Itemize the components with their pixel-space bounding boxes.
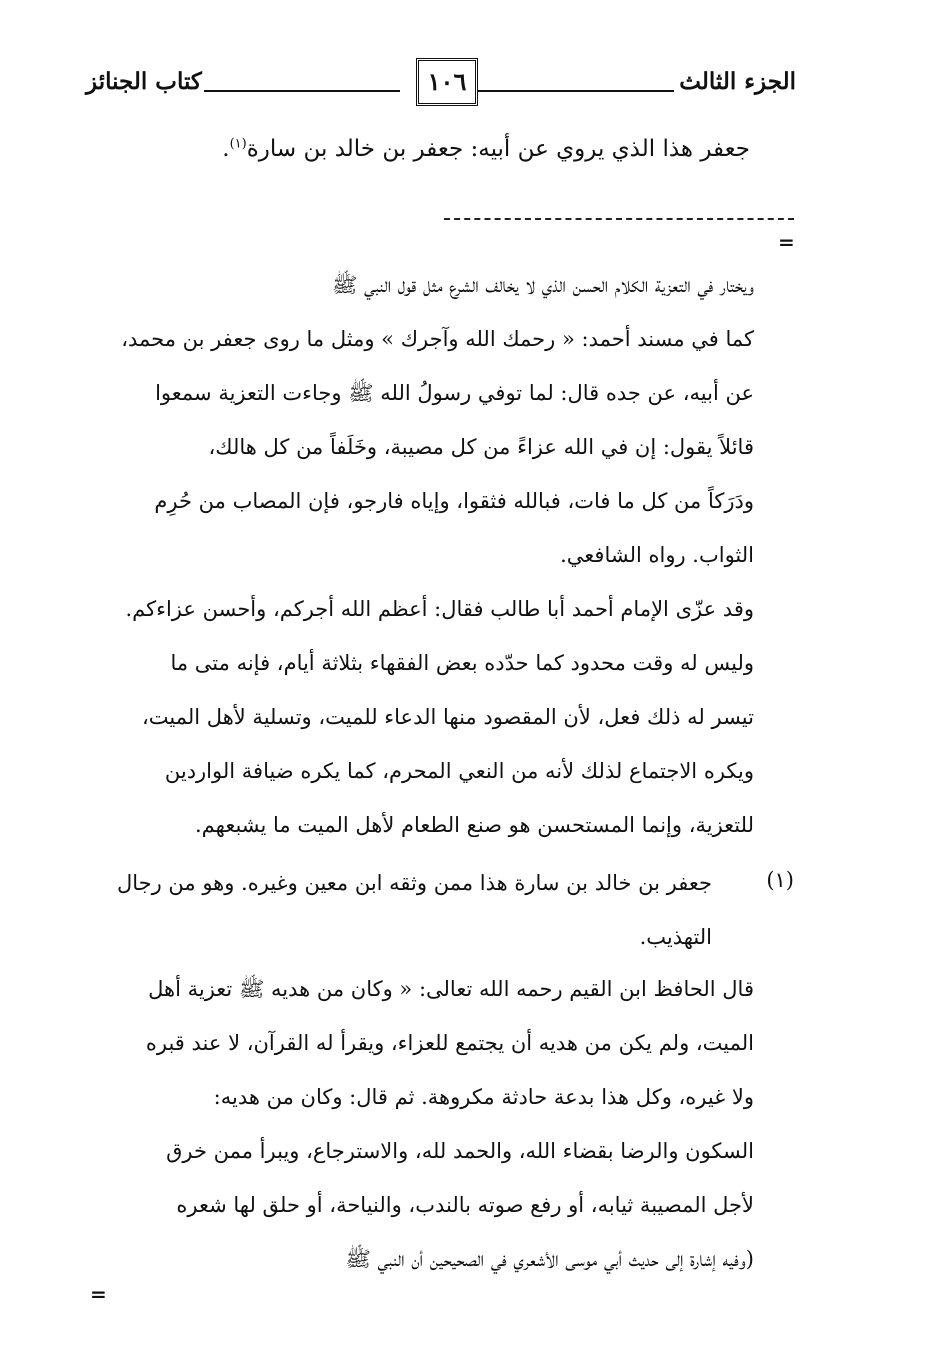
main-line: للتعزية، وإنما المستحسن هو صنع الطعام لأهل الميت ما يشبعهم. bbox=[194, 813, 754, 837]
page-header bbox=[86, 58, 796, 110]
main-text bbox=[86, 258, 754, 852]
continuation-mark-bottom: = bbox=[90, 1282, 107, 1306]
main-line: ويختار في التعزية الكلام الحسن الذي لا يخالف الشرع مثل قول النبي ﷺ bbox=[332, 273, 754, 297]
main-line: وليس له وقت محدود كما حدّده بعض الفقهاء بثلاثة أيام، فإنه متى ما bbox=[170, 651, 754, 675]
section-separator bbox=[444, 218, 794, 220]
footnote-line: ولا غيره، وكل هذا بدعة حادثة مكروهة. ثم قال: وكان من هديه: bbox=[213, 1085, 754, 1109]
footnote-line: التهذيب. bbox=[639, 925, 712, 949]
header-book-title: كتاب الجنائز bbox=[86, 68, 202, 95]
header-part-title: الجزء الثالث bbox=[679, 68, 796, 95]
footnote-line: لأجل المصيبة ثيابه، أو رفع صوته بالندب، والنياحة، أو حلق لها شعره bbox=[176, 1193, 754, 1217]
footnote-continuation-text bbox=[86, 962, 754, 1286]
main-line: الثواب. رواه الشافعي. bbox=[560, 543, 754, 567]
continuation-mark-top: = bbox=[778, 230, 795, 254]
main-line: تيسر له ذلك فعل، لأن المقصود منها الدعاء للميت، وتسلية لأهل الميت، bbox=[142, 705, 754, 729]
main-line: عن أبيه، عن جده قال: لما توفي رسولُ الله ﷺ وجاءت التعزية سمعوا bbox=[155, 381, 754, 405]
main-line: ودَرَكاً من كل ما فات، فبالله فثقوا، وإياه فارجو، فإن المصاب من حُرِم bbox=[154, 489, 754, 513]
main-line: ويكره الاجتماع لذلك لأنه من النعي المحرم، كما يكره ضيافة الواردين bbox=[164, 759, 754, 783]
footnote-line: (وفيه إشارة إلى حديث أبي موسى الأشعري في الصحيحين أن النبي ﷺ bbox=[345, 1247, 754, 1271]
continuation-note-ref: (١) bbox=[229, 136, 247, 152]
footnote-number: (١) bbox=[766, 868, 794, 892]
footnote-line: السكون والرضا بقضاء الله، والحمد لله، والاسترجاع، ويبرأ ممن خرق bbox=[166, 1139, 754, 1163]
footnote-line: الميت، ولم يكن من هديه أن يجتمع للعزاء، ويقرأ له القرآن، لا عند قبره bbox=[145, 1031, 754, 1055]
main-line: كما في مسند أحمد: « رحمك الله وآجرك » ومثل ما روى جعفر بن محمد، bbox=[121, 327, 754, 351]
main-line: وقد عزّى الإمام أحمد أبا طالب فقال: أعظم الله أجركم، وأحسن عزاءكم. bbox=[125, 597, 754, 621]
continuation-line bbox=[222, 136, 750, 162]
page-number: ١٠٦ bbox=[427, 67, 467, 96]
continuation-text: جعفر هذا الذي يروي عن أبيه: جعفر بن خالد بن سارة bbox=[246, 136, 750, 162]
footnote-text bbox=[82, 856, 712, 964]
main-line: قائلاً يقول: إن في الله عزاءً من كل مصيبة، وخَلَفاً من كل هالك، bbox=[208, 435, 754, 459]
footnote-line: قال الحافظ ابن القيم رحمه الله تعالى: « وكان من هديه ﷺ تعزية أهل bbox=[148, 977, 754, 1001]
page-number-box bbox=[416, 58, 478, 106]
footnote-line: جعفر بن خالد بن سارة هذا ممن وثقه ابن معين وغيره. وهو من رجال bbox=[116, 871, 712, 895]
continuation-period: . bbox=[222, 136, 230, 162]
header-rule-right bbox=[476, 90, 674, 92]
header-rule-left bbox=[204, 90, 400, 92]
